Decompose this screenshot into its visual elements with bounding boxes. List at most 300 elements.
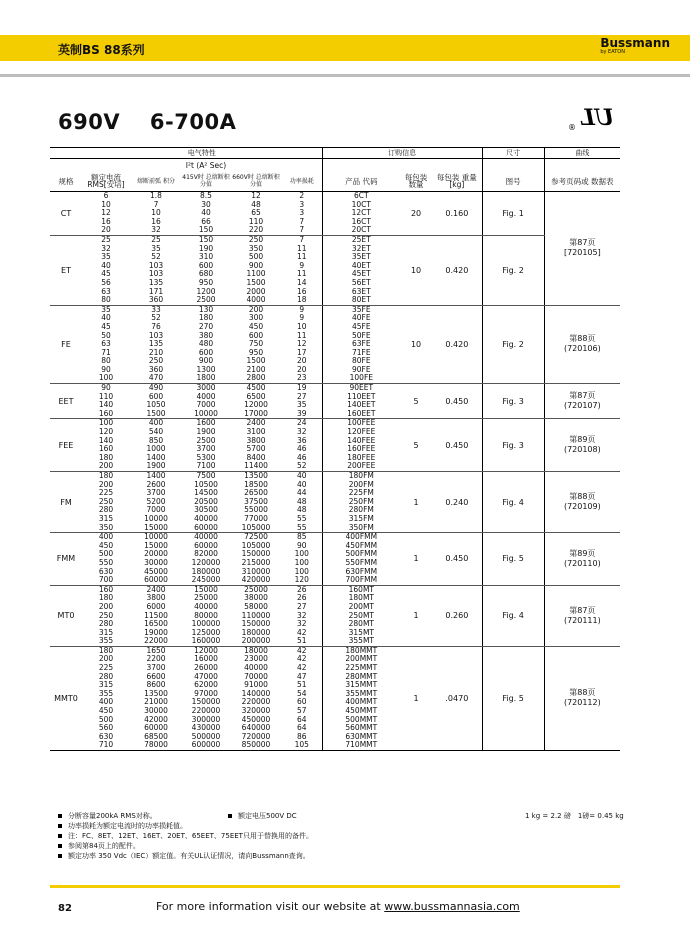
total-660-cell-value: 105000 — [241, 540, 271, 550]
code-cell-value: 110EET — [347, 391, 376, 401]
prearc-cell — [130, 192, 182, 236]
power-cell-value: 90 — [297, 540, 307, 550]
power-cell-value: 100 — [294, 566, 309, 576]
total-415-cell-value: 1200 — [196, 286, 216, 296]
total-415-cell-value: 1600 — [196, 418, 216, 428]
prearc-cell-value: 16 — [151, 216, 161, 226]
prearc-cell-value: 360 — [148, 295, 164, 305]
amps-cell-value: 280 — [98, 619, 114, 629]
total-415-cell-value: 900 — [198, 356, 214, 366]
amps-cell-value: 56 — [101, 277, 111, 287]
power-cell — [282, 646, 322, 750]
page-number: 82 — [58, 903, 72, 914]
amps-cell-value: 400 — [98, 697, 114, 707]
table-body — [50, 192, 620, 751]
total-660-cell-value: 11400 — [244, 461, 268, 471]
total-660-cell — [230, 192, 282, 236]
total-660-cell-value: 6500 — [246, 391, 266, 401]
amps-cell-value: 355 — [98, 636, 114, 646]
total-415-cell-value: 7000 — [196, 400, 216, 410]
total-415-cell-value: 40000 — [194, 601, 218, 611]
header-divider — [0, 74, 690, 77]
table-row — [50, 646, 620, 750]
total-415-cell-value: 47000 — [194, 671, 218, 681]
total-660-cell — [230, 419, 282, 472]
ref-sheet: (720112) — [563, 698, 601, 708]
power-cell-value: 3 — [299, 208, 305, 218]
ref-sheet: [720105] — [563, 248, 601, 258]
col-total-415: 415V时 总熔断积分值 — [182, 171, 230, 192]
prearc-cell — [130, 305, 182, 383]
total-415-cell-value: 15000 — [194, 584, 218, 594]
total-415-cell-value: 120000 — [191, 557, 221, 567]
prearc-cell-value: 3800 — [146, 593, 166, 603]
code-cell-value: 32ET — [351, 243, 371, 253]
prearc-cell-value: 60000 — [144, 575, 168, 585]
power-cell-value: 55 — [297, 522, 307, 532]
weight-cell: 0.420 — [432, 305, 482, 383]
prearc-cell-value: 210 — [148, 347, 164, 357]
amps-cell-value: 250 — [98, 610, 114, 620]
total-415-cell-value: 600 — [198, 260, 214, 270]
total-660-cell-value: 640000 — [241, 723, 271, 733]
col-code: 产品 代码 — [322, 171, 400, 192]
total-415-cell-value: 1300 — [196, 364, 216, 374]
amps-cell — [82, 585, 130, 646]
table-row — [50, 533, 620, 586]
total-660-cell-value: 720000 — [241, 731, 271, 741]
amps-cell-value: 25 — [101, 234, 111, 244]
total-415-cell — [182, 472, 230, 533]
power-cell — [282, 192, 322, 236]
total-660-cell-value: 55000 — [244, 505, 268, 515]
prearc-cell-value: 10000 — [144, 513, 168, 523]
figure-cell: Fig. 2 — [482, 235, 544, 305]
prearc-cell — [130, 472, 182, 533]
col-spec: 规格 — [50, 171, 82, 192]
code-cell-value: 200FEE — [347, 461, 376, 471]
header-electrical: 电气特性 — [82, 148, 322, 159]
total-660-cell-value: 48 — [251, 199, 261, 209]
amps-cell-value: 180 — [98, 452, 114, 462]
col-power: 功率损耗 — [282, 171, 322, 192]
power-cell-value: 16 — [297, 286, 307, 296]
pack-cell: 1 — [400, 585, 432, 646]
code-cell-value: 250FM — [348, 496, 374, 506]
code-cell — [322, 585, 400, 646]
amps-cell-value: 710 — [98, 740, 114, 750]
total-415-cell-value: 14500 — [194, 488, 218, 498]
fuse-spec-table — [50, 147, 620, 751]
total-660-cell-value: 150000 — [241, 619, 271, 629]
table-row — [50, 305, 620, 383]
total-415-cell-value: 950 — [198, 277, 214, 287]
amps-cell-value: 630 — [98, 731, 114, 741]
footer-divider — [50, 885, 620, 888]
amps-cell-value: 200 — [98, 479, 114, 489]
voltage-title: 690V — [58, 110, 121, 134]
amps-cell-value: 315 — [98, 680, 114, 690]
amps-cell-value: 71 — [101, 347, 111, 357]
figure-cell: Fig. 1 — [482, 192, 544, 236]
code-cell-value: 100FEE — [347, 418, 376, 428]
amps-cell-value: 45 — [101, 269, 111, 279]
power-cell-value: 52 — [297, 461, 307, 471]
total-415-cell-value: 130 — [198, 304, 214, 314]
total-415-cell-value: 270 — [198, 321, 214, 331]
power-cell-value: 42 — [297, 645, 307, 655]
amps-cell-value: 80 — [101, 295, 111, 305]
power-cell-value: 40 — [297, 479, 307, 489]
code-cell-value: 500MMT — [345, 714, 378, 724]
prearc-cell — [130, 384, 182, 419]
total-660-cell-value: 220000 — [241, 697, 271, 707]
total-660-cell — [230, 305, 282, 383]
prearc-cell-value: 32 — [151, 225, 161, 235]
code-cell-value: 225MMT — [345, 663, 378, 673]
code-cell-value: 90EET — [349, 383, 374, 393]
total-660-cell-value: 1500 — [246, 277, 266, 287]
power-cell — [282, 533, 322, 586]
total-415-cell-value: 7100 — [196, 461, 216, 471]
total-415-cell-value: 680 — [198, 269, 214, 279]
power-cell-value: 9 — [299, 260, 305, 270]
amps-cell-value: 160 — [98, 444, 114, 454]
col-total-660: 660V时 总熔断积分值 — [230, 171, 282, 192]
total-415-cell-value: 60000 — [194, 522, 218, 532]
amps-cell-value: 100 — [98, 373, 114, 383]
power-cell-value: 86 — [297, 731, 307, 741]
total-415-cell-value: 160000 — [191, 636, 221, 646]
table-row — [50, 192, 620, 236]
amps-cell-value: 315 — [98, 627, 114, 637]
total-415-cell-value: 1900 — [196, 427, 216, 437]
col-figure: 图号 — [482, 171, 544, 192]
footer-label: For more information visit our website at — [156, 900, 381, 913]
amps-cell — [82, 472, 130, 533]
total-415-cell-value: 20500 — [194, 496, 218, 506]
amps-cell-value: 550 — [98, 557, 114, 567]
code-cell-value: 160FEE — [347, 444, 376, 454]
table-row — [50, 585, 620, 646]
ref-cell — [544, 384, 620, 419]
total-660-cell-value: 200 — [248, 304, 264, 314]
total-415-cell-value: 430000 — [191, 723, 221, 733]
prearc-cell-value: 25 — [151, 234, 161, 244]
code-cell — [322, 384, 400, 419]
code-cell-value: 10CT — [351, 199, 371, 209]
power-cell-value: 42 — [297, 627, 307, 637]
ref-sheet: (720111) — [563, 615, 601, 625]
code-cell-value: 180MT — [348, 593, 374, 603]
amps-cell-value: 120 — [98, 427, 114, 437]
power-cell-value: 23 — [297, 373, 307, 383]
weight-cell: 0.160 — [432, 192, 482, 236]
weight-cell: 0.450 — [432, 419, 482, 472]
total-660-cell-value: 2100 — [246, 364, 266, 374]
table-row — [50, 384, 620, 419]
total-415-cell-value: 190 — [198, 243, 214, 253]
code-cell-value: 12CT — [351, 208, 371, 218]
total-415-cell-value: 25000 — [194, 593, 218, 603]
total-660-cell-value: 110 — [248, 216, 264, 226]
figure-cell: Fig. 4 — [482, 472, 544, 533]
prearc-cell-value: 1650 — [146, 645, 166, 655]
weight-cell: 0.450 — [432, 533, 482, 586]
amps-cell-value: 160 — [98, 584, 114, 594]
header-i2t: I²t (A² Sec) — [185, 160, 227, 170]
website-link[interactable]: www.bussmannasia.com — [384, 900, 520, 913]
prearc-cell-value: 8600 — [146, 680, 166, 690]
pack-cell: 1 — [400, 533, 432, 586]
total-660-cell-value: 950 — [248, 347, 264, 357]
registered-mark: ® — [568, 123, 576, 132]
pack-cell: 5 — [400, 419, 432, 472]
ul-recognition-icon — [566, 102, 620, 132]
ref-sheet: (720106) — [563, 344, 601, 354]
power-cell-value: 47 — [297, 671, 307, 681]
code-cell-value: 180FM — [348, 471, 374, 480]
code-cell-value: 16CT — [351, 216, 371, 226]
amps-cell-value: 700 — [98, 575, 114, 585]
amps-cell — [82, 419, 130, 472]
amps-cell-value: 280 — [98, 505, 114, 515]
power-cell-value: 51 — [297, 636, 307, 646]
code-cell-value: 45ET — [351, 269, 371, 279]
figure-cell: Fig. 2 — [482, 305, 544, 383]
power-cell-value: 46 — [297, 452, 307, 462]
code-cell-value: 450MMT — [345, 706, 378, 716]
amps-cell-value: 110 — [98, 391, 114, 401]
power-cell-value: 26 — [297, 584, 307, 594]
power-cell-value: 60 — [297, 697, 307, 707]
amps-cell-value: 12 — [101, 208, 111, 218]
power-cell-value: 3 — [299, 199, 305, 209]
prearc-cell-value: 15000 — [144, 522, 168, 532]
ul-letters: UL — [579, 105, 614, 131]
total-415-cell-value: 125000 — [191, 627, 221, 637]
total-660-cell-value: 3800 — [246, 435, 266, 445]
amps-cell-value: 40 — [101, 260, 111, 270]
total-415-cell-value: 40000 — [194, 532, 218, 542]
prearc-cell-value: 68500 — [144, 731, 168, 741]
ref-sheet: (720107) — [563, 401, 601, 411]
total-660-cell-value: 1500 — [246, 356, 266, 366]
total-660-cell-value: 8400 — [246, 452, 266, 462]
prearc-cell-value: 33 — [151, 304, 161, 314]
total-660-cell-value: 91000 — [244, 680, 268, 690]
total-660-cell-value: 110000 — [241, 610, 271, 620]
prearc-cell-value: 20000 — [144, 549, 168, 559]
code-cell-value: 100FE — [349, 373, 373, 383]
amps-cell-value: 16 — [101, 216, 111, 226]
power-cell-value: 64 — [297, 714, 307, 724]
prearc-cell-value: 540 — [148, 427, 164, 437]
total-415-cell — [182, 192, 230, 236]
total-660-cell — [230, 533, 282, 586]
power-cell-value: 18 — [297, 295, 307, 305]
code-cell-value: 50FE — [352, 330, 371, 340]
brand-subtitle: by EATON — [600, 49, 625, 55]
figure-cell: Fig. 5 — [482, 533, 544, 586]
amps-cell — [82, 533, 130, 586]
code-cell-value: 120FEE — [347, 427, 376, 437]
code-cell-value: 280MMT — [345, 671, 378, 681]
code-cell-value: 315MT — [348, 627, 374, 637]
prearc-cell-value: 78000 — [144, 740, 168, 750]
spec-cell: FM — [50, 472, 82, 533]
total-660-cell-value: 2400 — [246, 418, 266, 428]
prearc-cell-value: 52 — [151, 313, 161, 323]
code-cell-value: 560MMT — [345, 723, 378, 733]
bullet-icon — [58, 844, 62, 848]
prearc-cell-value: 1900 — [146, 461, 166, 471]
code-cell-value: 315MMT — [345, 680, 378, 690]
total-415-cell — [182, 419, 230, 472]
weight-cell: 0.240 — [432, 472, 482, 533]
code-cell-value: 450FMM — [345, 540, 378, 550]
total-415-cell-value: 30 — [201, 199, 211, 209]
ref-sheet: (720109) — [563, 502, 601, 512]
prearc-cell-value: 1000 — [146, 444, 166, 454]
power-cell — [282, 585, 322, 646]
power-cell-value: 85 — [297, 532, 307, 542]
note-item: 功率损耗为额定电流时的功率损耗值。 — [58, 821, 313, 831]
amps-cell-value: 50 — [101, 330, 111, 340]
figure-cell: Fig. 3 — [482, 419, 544, 472]
total-415-cell-value: 150000 — [191, 697, 221, 707]
total-660-cell-value: 25000 — [244, 584, 268, 594]
power-cell-value: 100 — [294, 557, 309, 567]
code-cell-value: 35FE — [352, 304, 371, 314]
amps-cell — [82, 305, 130, 383]
ref-page: 第89页 — [569, 548, 596, 558]
prearc-cell-value: 1050 — [146, 400, 166, 410]
total-660-cell-value: 600 — [248, 330, 264, 340]
total-660-cell-value: 77000 — [244, 513, 268, 523]
figure-cell: Fig. 5 — [482, 646, 544, 750]
amps-cell-value: 350 — [98, 522, 114, 532]
prearc-cell-value: 2400 — [146, 584, 166, 594]
ref-page: 第88页 — [569, 492, 596, 502]
total-415-cell-value: 3000 — [196, 383, 216, 393]
power-cell-value: 26 — [297, 593, 307, 603]
total-415-cell-value: 300000 — [191, 714, 221, 724]
table-row — [50, 419, 620, 472]
total-660-cell — [230, 585, 282, 646]
code-cell — [322, 419, 400, 472]
prearc-cell-value: 135 — [148, 339, 164, 349]
prearc-cell-value: 52 — [151, 252, 161, 262]
spec-cell: CT — [50, 192, 82, 236]
brand-name: Bussmann — [600, 36, 670, 50]
code-cell — [322, 646, 400, 750]
prearc-cell-value: 470 — [148, 373, 164, 383]
prearc-cell-value: 42000 — [144, 714, 168, 724]
power-cell-value: 7 — [299, 234, 305, 244]
total-415-cell-value: 26000 — [194, 663, 218, 673]
ref-cell — [544, 192, 620, 306]
pack-cell: 10 — [400, 235, 432, 305]
total-660-cell — [230, 646, 282, 750]
prearc-cell-value: 103 — [148, 260, 164, 270]
amps-cell-value: 90 — [101, 383, 111, 393]
total-415-cell-value: 180 — [198, 313, 214, 323]
bullet-icon — [58, 834, 62, 838]
code-cell-value: 140EET — [347, 400, 376, 410]
amps-cell-value: 10 — [101, 199, 111, 209]
power-cell-value: 11 — [297, 243, 307, 253]
amps-cell-value: 400 — [98, 532, 114, 542]
amps-cell-value: 32 — [101, 243, 111, 253]
total-415-cell-value: 66 — [201, 216, 211, 226]
prearc-cell-value: 15000 — [144, 540, 168, 550]
power-cell-value: 64 — [297, 723, 307, 733]
total-415-cell-value: 10500 — [194, 479, 218, 489]
total-660-cell-value: 37500 — [244, 496, 268, 506]
amps-cell-value: 35 — [101, 252, 111, 262]
total-415-cell-value: 220000 — [191, 706, 221, 716]
amps-cell — [82, 235, 130, 305]
pack-cell: 10 — [400, 305, 432, 383]
total-415-cell-value: 7500 — [196, 471, 216, 480]
prearc-cell-value: 6000 — [146, 601, 166, 611]
total-415-cell-value: 30500 — [194, 505, 218, 515]
prearc-cell-value: 250 — [148, 356, 164, 366]
total-660-cell-value: 300 — [248, 313, 264, 323]
brand-logo — [600, 37, 670, 56]
amps-cell-value: 20 — [101, 225, 111, 235]
code-cell-value: 90FE — [352, 364, 371, 374]
figure-cell: Fig. 3 — [482, 384, 544, 419]
power-cell-value: 20 — [297, 356, 307, 366]
total-660-cell-value: 12 — [251, 191, 261, 200]
total-660-cell-value: 105000 — [241, 522, 271, 532]
prearc-cell-value: 1400 — [146, 452, 166, 462]
code-cell-value: 500FMM — [345, 549, 378, 559]
power-cell-value: 27 — [297, 391, 307, 401]
prearc-cell-value: 3700 — [146, 488, 166, 498]
header-bar — [0, 35, 690, 61]
total-660-cell-value: 58000 — [244, 601, 268, 611]
power-cell — [282, 419, 322, 472]
total-660-cell-value: 200000 — [241, 636, 271, 646]
total-415-cell — [182, 533, 230, 586]
bullet-icon — [228, 814, 232, 818]
total-415-cell-value: 180000 — [191, 566, 221, 576]
prearc-cell-value: 850 — [148, 435, 164, 445]
total-415-cell-value: 1800 — [196, 373, 216, 383]
total-415-cell-value: 2500 — [196, 435, 216, 445]
amps-cell-value: 45 — [101, 321, 111, 331]
amps-cell-value: 630 — [98, 566, 114, 576]
ref-sheet: (720108) — [563, 445, 601, 455]
total-415-cell-value: 2500 — [196, 295, 216, 305]
amps-cell-value: 80 — [101, 356, 111, 366]
total-660-cell — [230, 384, 282, 419]
weight-cell: 0.260 — [432, 585, 482, 646]
prearc-cell-value: 135 — [148, 277, 164, 287]
prearc-cell-value: 60000 — [144, 723, 168, 733]
prearc-cell-value: 7 — [153, 199, 159, 209]
prearc-cell-value: 171 — [148, 286, 164, 296]
code-cell-value: 200MMT — [345, 654, 378, 664]
prearc-cell-value: 10000 — [144, 532, 168, 542]
total-660-cell-value: 450000 — [241, 714, 271, 724]
series-title: 英制BS 88系列 — [58, 43, 145, 57]
code-cell-value: 250MT — [348, 610, 374, 620]
total-660-cell-value: 65 — [251, 208, 261, 218]
